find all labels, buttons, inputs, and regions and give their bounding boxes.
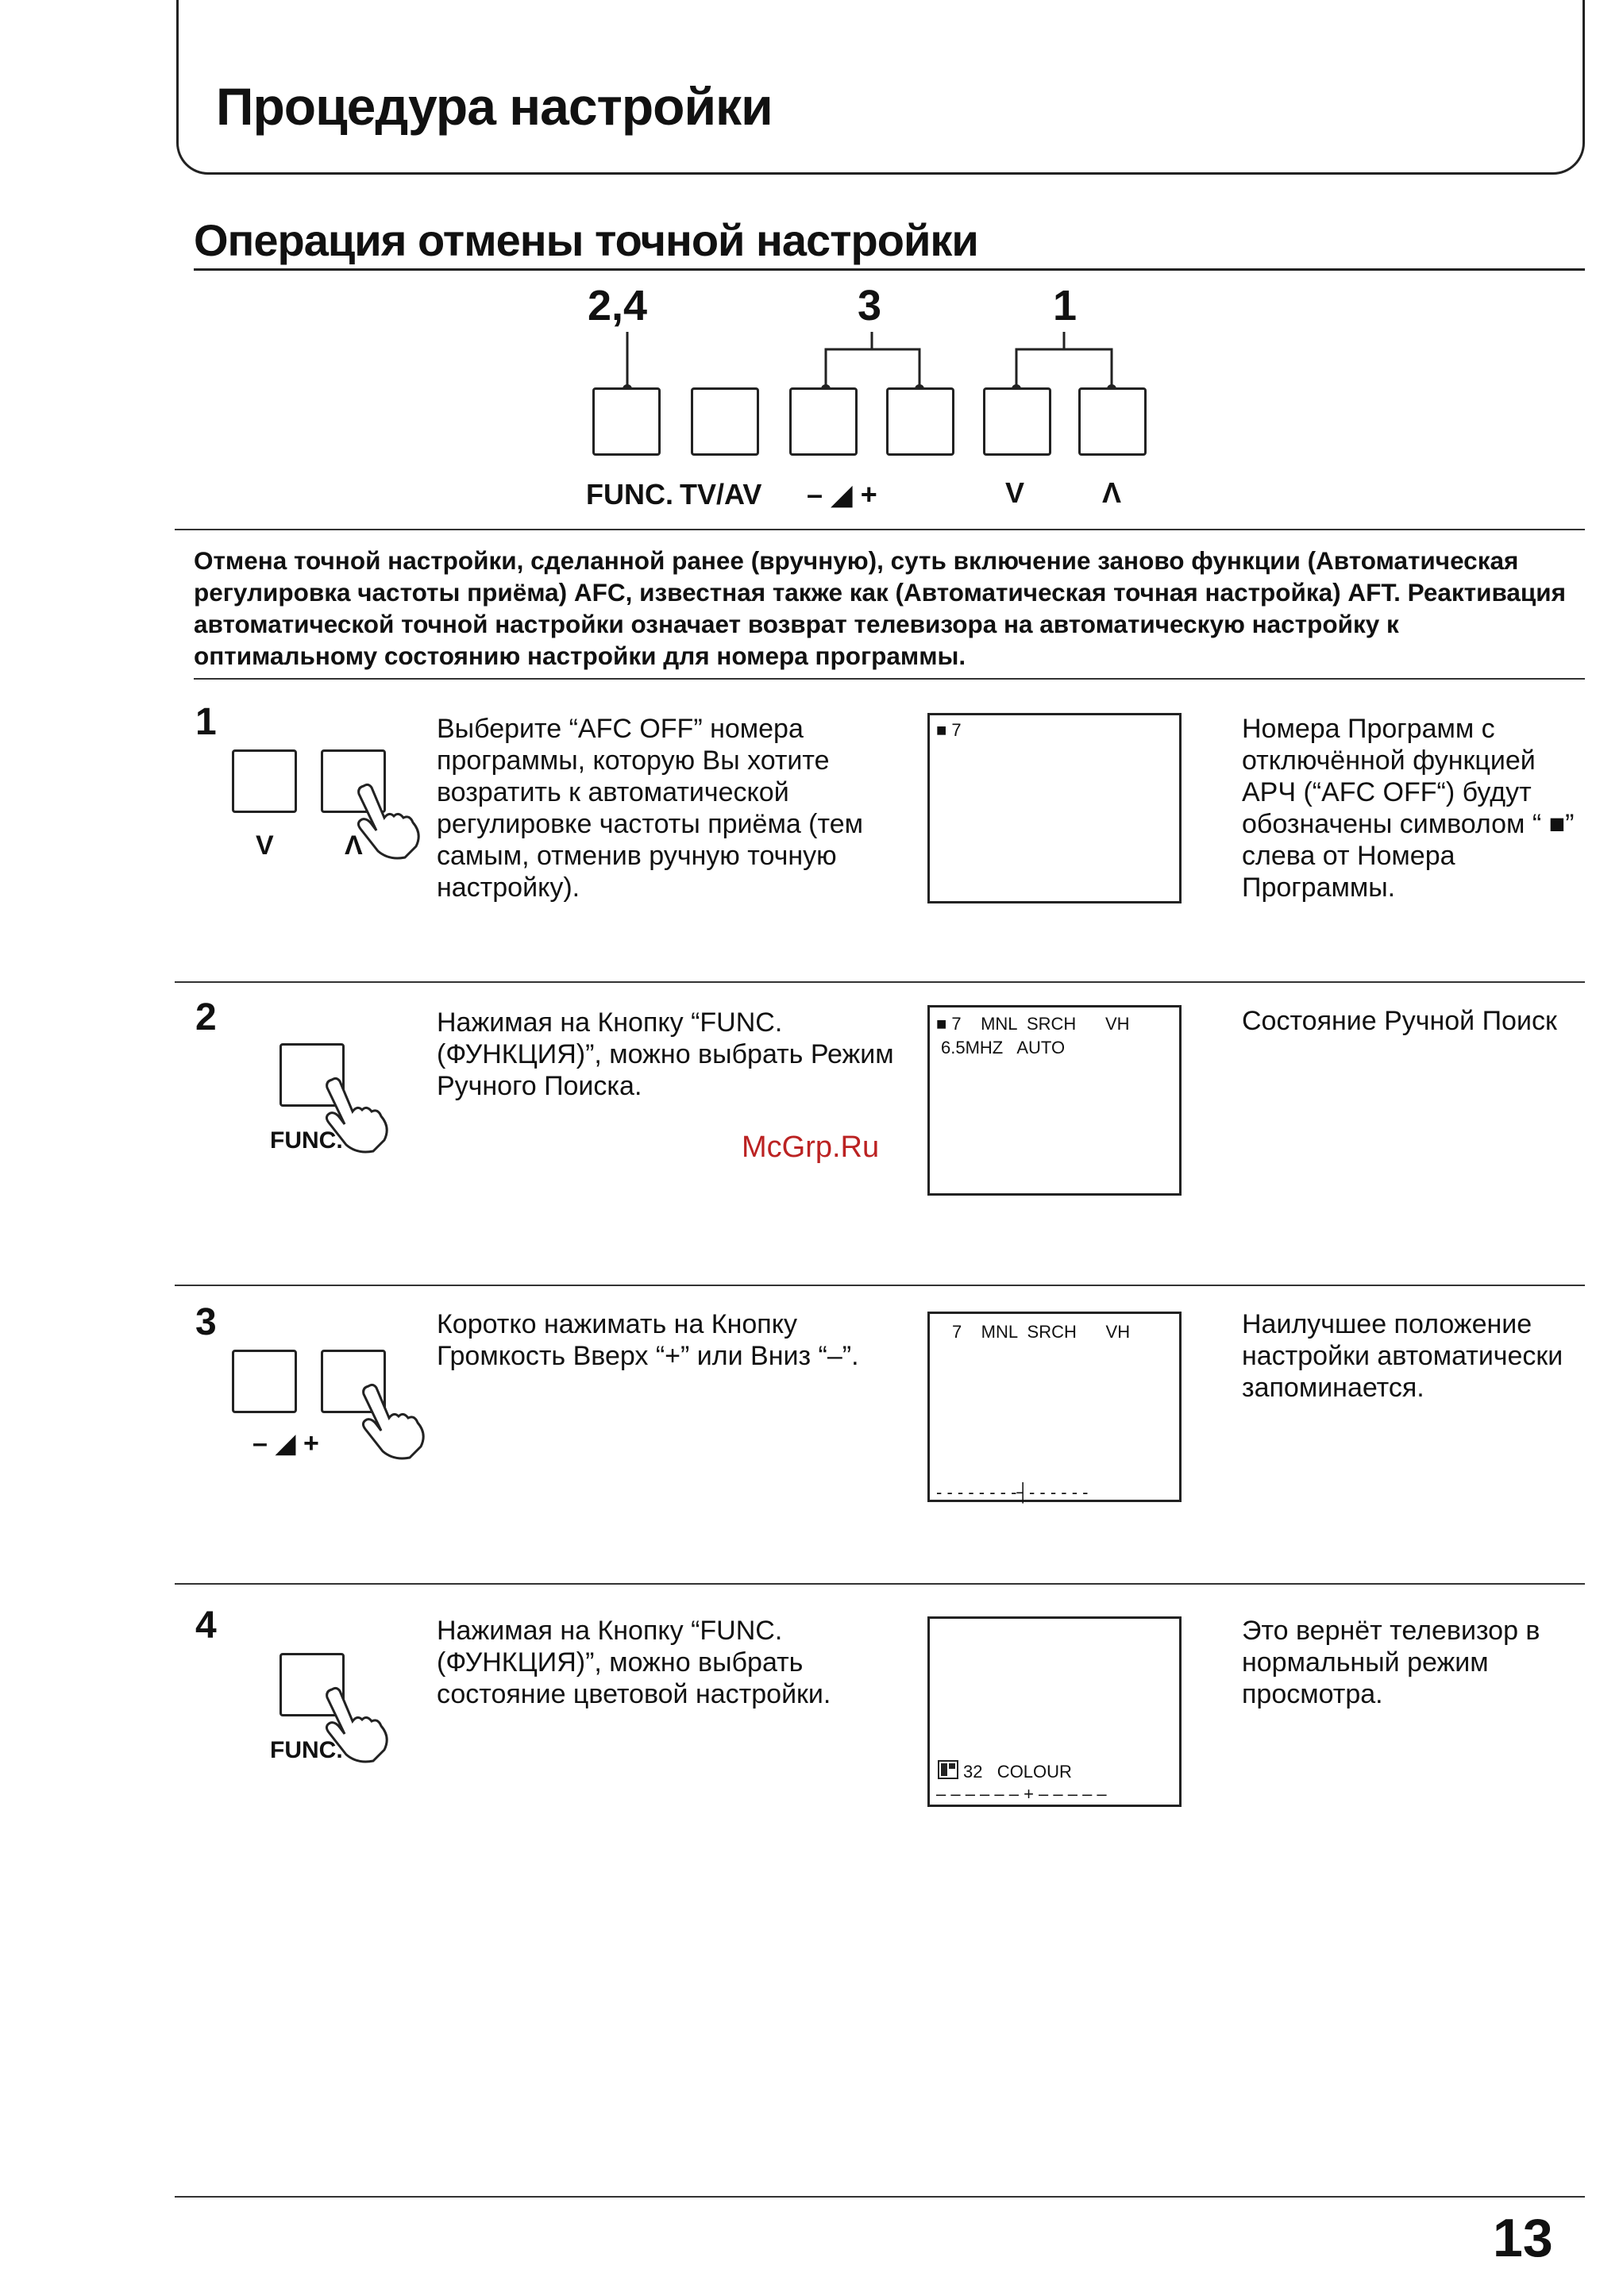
step-2-divider bbox=[175, 981, 1585, 983]
step-3-volume-label: – ◢ + bbox=[253, 1428, 319, 1458]
tvav-label: TV/AV bbox=[680, 478, 762, 510]
step-4-func-label: FUNC. bbox=[270, 1737, 343, 1763]
steps-divider bbox=[194, 678, 1585, 680]
watermark: McGrp.Ru bbox=[742, 1131, 880, 1164]
callout-2-4: 2,4 bbox=[588, 282, 648, 329]
step-2-osd-line-2: 6.5MHZ AUTO bbox=[941, 1038, 1066, 1057]
step-3-osd-line-1: 7 MNL SRCH VH bbox=[952, 1322, 1131, 1342]
step-4-divider bbox=[175, 1583, 1585, 1585]
volume-down-button[interactable] bbox=[789, 387, 858, 456]
step-2-func-label: FUNC. bbox=[270, 1127, 343, 1154]
step-2-screen bbox=[927, 1005, 1182, 1196]
step-2-text: Нажимая на Кнопку “FUNC. (ФУНКЦИЯ)”, можно выбрать Режим Ручного Поиска. bbox=[437, 1007, 894, 1101]
page-number: 13 bbox=[1493, 2208, 1553, 2268]
step-4-note: Это вернёт телевизор в нормальный режим просмотра. bbox=[1242, 1616, 1540, 1709]
tvav-button[interactable] bbox=[691, 387, 759, 456]
footer-divider bbox=[175, 2196, 1585, 2198]
step-2-number: 2 bbox=[195, 996, 217, 1038]
step-1-screen bbox=[927, 713, 1182, 903]
step-3-text: Коротко нажимать на Кнопку Громкость Вверх “+” или Вниз “–”. bbox=[437, 1309, 859, 1371]
step-1-note: Номера Программ с отключённой функцией АРЧ (“AFC OFF“) будут обозначены символом “ ■” слева от Номера Программы. bbox=[1242, 714, 1575, 903]
step-4-screen bbox=[927, 1616, 1182, 1807]
step-4-number: 4 bbox=[195, 1605, 217, 1647]
intro-paragraph: Отмена точной настройки, сделанной ранее (вручную), суть включение заново функции (Автоматическая регулировка частоты приёма) AFC, известная также как (Автоматическая точная настройка) AFT. Реактивация автоматической точной настройки означает возврат телевизора на автоматическую настройку к оптимальному состоянию настройки для номера программы. bbox=[194, 546, 1567, 670]
volume-up-button[interactable] bbox=[886, 387, 954, 456]
hand-pointer-icon bbox=[354, 1381, 434, 1461]
section-title: Операция отмены точной настройки bbox=[194, 215, 978, 265]
page-title: Процедура настройки bbox=[216, 77, 773, 136]
program-up-button[interactable] bbox=[1078, 387, 1147, 456]
volume-label: – ◢ + bbox=[807, 478, 877, 510]
step-4-osd-line-1: 32 COLOUR bbox=[963, 1762, 1072, 1782]
callout-1: 1 bbox=[1053, 282, 1078, 329]
func-button[interactable] bbox=[592, 387, 661, 456]
callout-3: 3 bbox=[858, 282, 882, 329]
step-1-down-button[interactable] bbox=[232, 749, 297, 813]
step-3-note: Наилучшее положение настройки автоматически запоминается. bbox=[1242, 1309, 1563, 1403]
step-1-up-label: Λ bbox=[345, 830, 363, 861]
step-3-divider bbox=[175, 1285, 1585, 1286]
step-4-text: Нажимая на Кнопку “FUNC. (ФУНКЦИЯ)”, можно выбрать состояние цветовой настройки. bbox=[437, 1616, 831, 1709]
step-1-number: 1 bbox=[195, 701, 217, 743]
colour-icon bbox=[938, 1760, 958, 1779]
step-3-screen bbox=[927, 1312, 1182, 1502]
callout-lines bbox=[572, 326, 1175, 389]
step-1-down-label: V bbox=[256, 830, 274, 861]
step-3-number: 3 bbox=[195, 1301, 217, 1343]
step-3-osd-bar: - - - - - - - -┤- - - - - - bbox=[936, 1482, 1089, 1502]
step-4-osd-bar: – – – – – – + – – – – – bbox=[936, 1784, 1107, 1804]
intro-divider bbox=[175, 529, 1585, 530]
down-arrow-label: V bbox=[1005, 476, 1025, 509]
up-arrow-label: Λ bbox=[1102, 476, 1122, 509]
step-2-note: Состояние Ручной Поиск bbox=[1242, 1006, 1557, 1036]
step-1-text: Выберите “AFC OFF” номера программы, которую Вы хотите возратить к автоматической регулировке частоты приёма (тем самым, отменив ручную точную настройку). bbox=[437, 714, 863, 903]
func-label: FUNC. bbox=[586, 478, 673, 510]
program-down-button[interactable] bbox=[983, 387, 1051, 456]
step-1-osd-line: ■ 7 bbox=[936, 720, 962, 740]
step-2-osd-line-1: ■ 7 MNL SRCH VH bbox=[936, 1014, 1130, 1034]
step-3-volume-down-button[interactable] bbox=[232, 1350, 297, 1413]
section-divider bbox=[194, 268, 1585, 271]
